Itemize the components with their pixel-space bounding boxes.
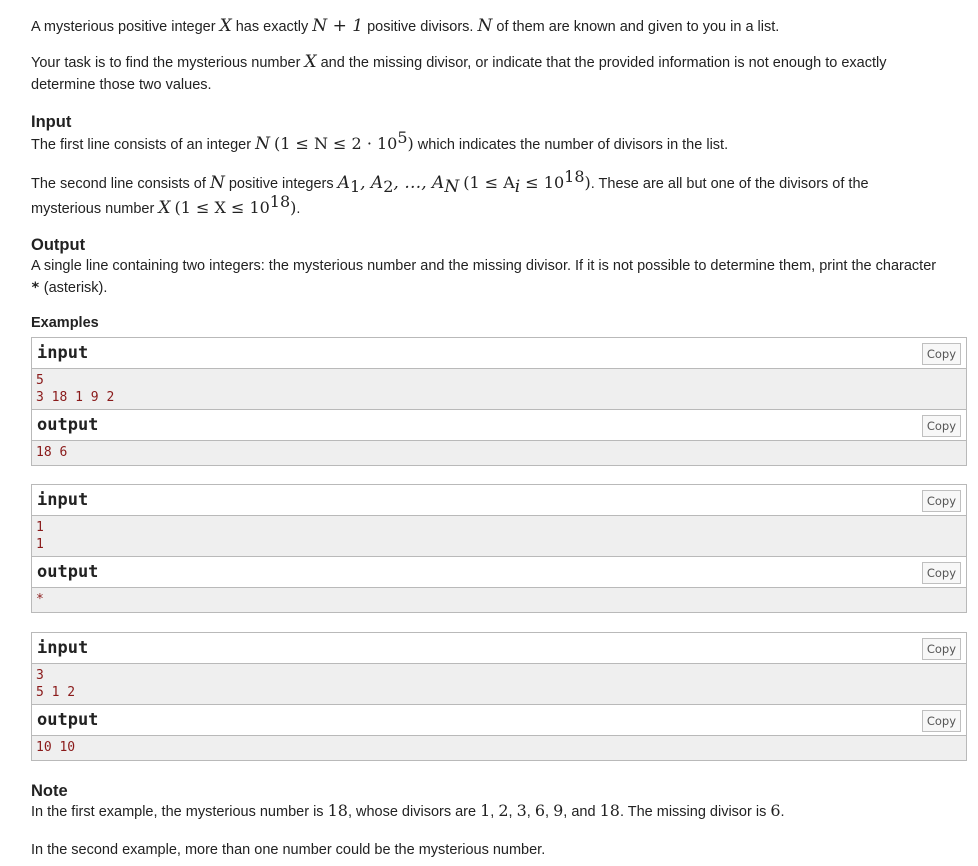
math-number: 6 — [534, 801, 546, 820]
input-paragraph-1 — [31, 128, 729, 156]
example-output-header — [32, 704, 966, 736]
text: has exactly — [231, 19, 313, 35]
asterisk: * — [31, 280, 40, 296]
math-number: 6 — [770, 801, 781, 820]
note-paragraph-1: In the first example, the mysterious number is 18, whose divisors are 1, 2, 3, 6, 9, and 18. The missing divisor is 6. — [31, 801, 785, 820]
math-a: A — [337, 173, 350, 193]
text: . These are all but one of the divisors of the mysterious number — [31, 176, 869, 217]
copy-button[interactable]: Copy — [922, 638, 961, 660]
text: . — [780, 804, 785, 820]
math-a: , A — [360, 173, 384, 193]
output-label: output — [37, 710, 99, 730]
example-1 — [31, 337, 967, 466]
example-output-body — [32, 441, 966, 465]
copy-button[interactable]: Copy — [922, 490, 961, 512]
math-x: X — [158, 198, 171, 218]
input-label: input — [37, 343, 89, 363]
input-label: input — [37, 490, 89, 510]
copy-button[interactable]: Copy — [922, 343, 961, 365]
math-sup: 18 — [564, 167, 585, 187]
example-3 — [31, 632, 967, 761]
math-sup: 5 — [397, 128, 408, 148]
input-label: input — [37, 638, 89, 658]
input-paragraph-2 — [31, 167, 941, 221]
text: positive integers — [224, 176, 338, 192]
output-label: output — [37, 562, 99, 582]
copy-button[interactable]: Copy — [922, 710, 961, 732]
text: and the missing divisor, or indicate that the provided information is not enough to exactly determine those two values. — [31, 55, 887, 93]
math-n-plus-1: N + 1 — [312, 16, 364, 36]
math-paren: ) — [290, 198, 297, 217]
example-input-body — [32, 369, 966, 409]
math-constraint: ≤ 10 — [520, 173, 565, 192]
example-input-header — [32, 633, 966, 664]
statement-paragraph-2 — [31, 51, 941, 96]
text: . — [296, 201, 301, 217]
text: In the first example, the mysterious number is — [31, 804, 328, 820]
text: , whose divisors are — [347, 804, 481, 820]
example-output-body — [32, 588, 966, 612]
math-sub: 2 — [383, 176, 394, 196]
text: . The missing divisor is — [619, 804, 771, 820]
math-a: , …, A — [393, 173, 445, 193]
copy-button[interactable]: Copy — [922, 415, 961, 437]
math-paren: ) — [407, 134, 414, 153]
math-n: N — [477, 16, 493, 36]
input-line: 1 — [36, 520, 44, 535]
input-line: 3 18 1 9 2 — [36, 390, 115, 405]
math-n: N — [255, 134, 270, 154]
math-x: X — [304, 52, 317, 72]
statement-paragraph-1 — [31, 15, 779, 38]
math-x: X — [219, 16, 232, 36]
output-section-title: Output — [31, 236, 86, 254]
math-paren: ) — [584, 173, 591, 192]
math-number: 18 — [599, 801, 620, 820]
math-number: 18 — [327, 801, 348, 820]
text: positive divisors. — [363, 19, 478, 35]
input-line: 5 1 2 — [36, 685, 76, 700]
example-input-body — [32, 516, 966, 556]
text: Your task is to find the mysterious number — [31, 55, 305, 71]
text: The second line consists of — [31, 176, 210, 192]
example-2 — [31, 484, 967, 613]
math-number: 3 — [516, 801, 527, 820]
example-input-header — [32, 338, 966, 369]
math-constraint: (1 ≤ N ≤ 2 · 10 — [273, 134, 398, 153]
math-n: N — [209, 173, 225, 193]
text: A single line containing two integers: the mysterious number and the missing divisor. If it is not possible to determine them, print the character — [31, 258, 937, 274]
input-section-title: Input — [31, 113, 72, 131]
note-section-title: Note — [31, 782, 68, 800]
math-number: 2 — [498, 801, 509, 820]
note-paragraph-2: In the second example, more than one number could be the mysterious number. — [31, 842, 546, 858]
example-output-header — [32, 409, 966, 441]
math-sub: N — [444, 176, 460, 197]
math-constraint: (1 ≤ A — [463, 173, 515, 192]
math-number: 9 — [553, 801, 564, 820]
text: of them are known and given to you in a list. — [492, 19, 780, 35]
input-line: 3 — [36, 668, 44, 683]
example-input-header — [32, 485, 966, 516]
input-line: 5 — [36, 373, 44, 388]
example-output-header — [32, 556, 966, 588]
math-constraint: (1 ≤ X ≤ 10 — [174, 198, 270, 217]
output-line: * — [36, 592, 44, 607]
text: A mysterious positive integer — [31, 19, 220, 35]
math-sub: i — [514, 176, 521, 197]
math-sup: 18 — [269, 192, 291, 212]
output-line: 10 10 — [36, 740, 76, 755]
output-label: output — [37, 415, 99, 435]
example-input-body — [32, 664, 966, 704]
examples-title: Examples — [31, 315, 99, 331]
math-sub: 1 — [349, 176, 361, 196]
output-paragraph — [31, 255, 941, 299]
math-number: 1 — [480, 801, 491, 820]
input-line: 1 — [36, 537, 44, 552]
output-line: 18 6 — [36, 445, 68, 460]
copy-button[interactable]: Copy — [922, 562, 961, 584]
text: (asterisk). — [39, 280, 108, 296]
text: which indicates the number of divisors in the list. — [413, 137, 729, 153]
example-output-body — [32, 736, 966, 760]
text: The first line consists of an integer — [31, 137, 256, 153]
text: , and — [563, 804, 600, 820]
